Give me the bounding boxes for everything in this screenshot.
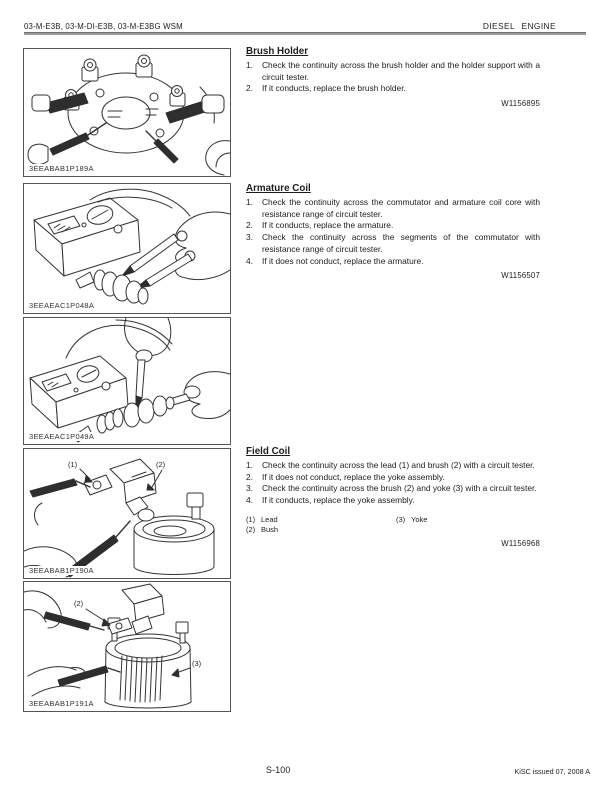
- item-number: 2.: [246, 83, 253, 94]
- parts-legend: [246, 515, 540, 535]
- item-number: 1.: [246, 460, 253, 470]
- item-number: 3.: [246, 483, 253, 494]
- legend-number: (2): [246, 524, 256, 534]
- callout-label-1: (1): [68, 460, 78, 469]
- figure-armature-test-1: [23, 183, 231, 314]
- circuit-tester-armature-illustration: [24, 184, 230, 313]
- list-item: [246, 256, 540, 268]
- section-armature-coil: [246, 183, 540, 280]
- section-brush-holder: [246, 46, 540, 108]
- reference-code: W1156968: [501, 538, 540, 548]
- page-number: S-100: [266, 765, 291, 775]
- legend-number: (1): [246, 514, 256, 524]
- item-number: 4.: [246, 255, 253, 266]
- list-item: [246, 495, 540, 507]
- item-text: Check the continuity across the brush (2) and yoke (3) with a circuit tester.: [262, 483, 537, 494]
- item-number: 2.: [246, 220, 253, 231]
- figure-armature-test-2: [23, 317, 231, 445]
- figure-field-coil-test-2: [23, 581, 231, 712]
- figure-caption: 3EEAEAC1P049A: [29, 432, 95, 441]
- item-number: 1.: [246, 197, 253, 207]
- legend-number: (3): [396, 514, 406, 524]
- list-item: [246, 60, 540, 83]
- legend-item: [246, 515, 396, 525]
- circuit-tester-commutator-illustration: [24, 318, 230, 444]
- callout-label-2: (2): [156, 460, 166, 469]
- step-list: [246, 460, 540, 507]
- item-text: Check the continuity across the lead (1) and brush (2) with a circuit tester.: [262, 460, 535, 470]
- yoke-lead-brush-illustration: [24, 449, 230, 578]
- item-number: 3.: [246, 232, 253, 243]
- legend-label: Bush: [261, 524, 279, 534]
- figure-brush-holder: [23, 48, 231, 177]
- item-text: Check the continuity across the brush holder and the holder support with a circuit tester.: [262, 60, 540, 82]
- reference-code: W1156895: [501, 99, 540, 109]
- figure-field-coil-test-1: [23, 448, 231, 579]
- yoke-brush-yoke-illustration: [24, 582, 230, 711]
- list-item: [246, 483, 540, 495]
- figure-caption: 3EEAEAC1P048A: [29, 301, 95, 310]
- step-list: [246, 60, 540, 95]
- legend-label: Yoke: [411, 514, 428, 524]
- legend-label: Lead: [261, 514, 278, 524]
- item-text: Check the continuity across the commutator and armature coil core with resistance range of circuit tester.: [262, 197, 540, 219]
- reference-code: W1156507: [501, 271, 540, 281]
- header-model-codes: 03-M-E3B, 03-M-DI-E3B, 03-M-E3BG WSM: [24, 22, 183, 31]
- item-number: 2.: [246, 471, 253, 482]
- item-text: If it does not conduct, replace the yoke assembly.: [262, 471, 445, 482]
- issue-note: KiSC issued 07, 2008 A: [514, 767, 590, 776]
- item-number: 1.: [246, 60, 253, 70]
- legend-item: [396, 515, 540, 525]
- item-text: If it does not conduct, replace the armature.: [262, 255, 424, 266]
- item-text: If it conducts, replace the armature.: [262, 220, 394, 231]
- list-item: [246, 197, 540, 220]
- step-list: [246, 197, 540, 267]
- header-section-title: DIESEL ENGINE: [482, 21, 556, 31]
- figure-caption: 3EEABAB1P190A: [29, 566, 94, 575]
- callout-label-2: (2): [74, 599, 84, 608]
- section-title: Brush Holder: [246, 46, 309, 57]
- section-title: Field Coil: [246, 446, 291, 457]
- item-number: 4.: [246, 495, 253, 506]
- brush-holder-illustration: [24, 49, 230, 176]
- list-item: [246, 83, 540, 95]
- list-item: [246, 460, 540, 472]
- figure-caption: 3EEABAB1P191A: [29, 699, 94, 708]
- item-text: Check the continuity across the segments of the commutator with resistance range of circuit tester.: [262, 232, 540, 254]
- list-item: [246, 472, 540, 484]
- callout-label-3: (3): [192, 659, 202, 668]
- legend-item: [246, 525, 396, 535]
- figure-caption: 3EEABAB1P189A: [29, 164, 94, 173]
- item-text: If it conducts, replace the brush holder.: [262, 83, 406, 94]
- list-item: [246, 220, 540, 232]
- section-title: Armature Coil: [246, 183, 311, 194]
- list-item: [246, 232, 540, 255]
- section-field-coil: [246, 446, 540, 548]
- item-text: If it conducts, replace the yoke assembly.: [262, 495, 415, 506]
- header-rule: [24, 32, 586, 35]
